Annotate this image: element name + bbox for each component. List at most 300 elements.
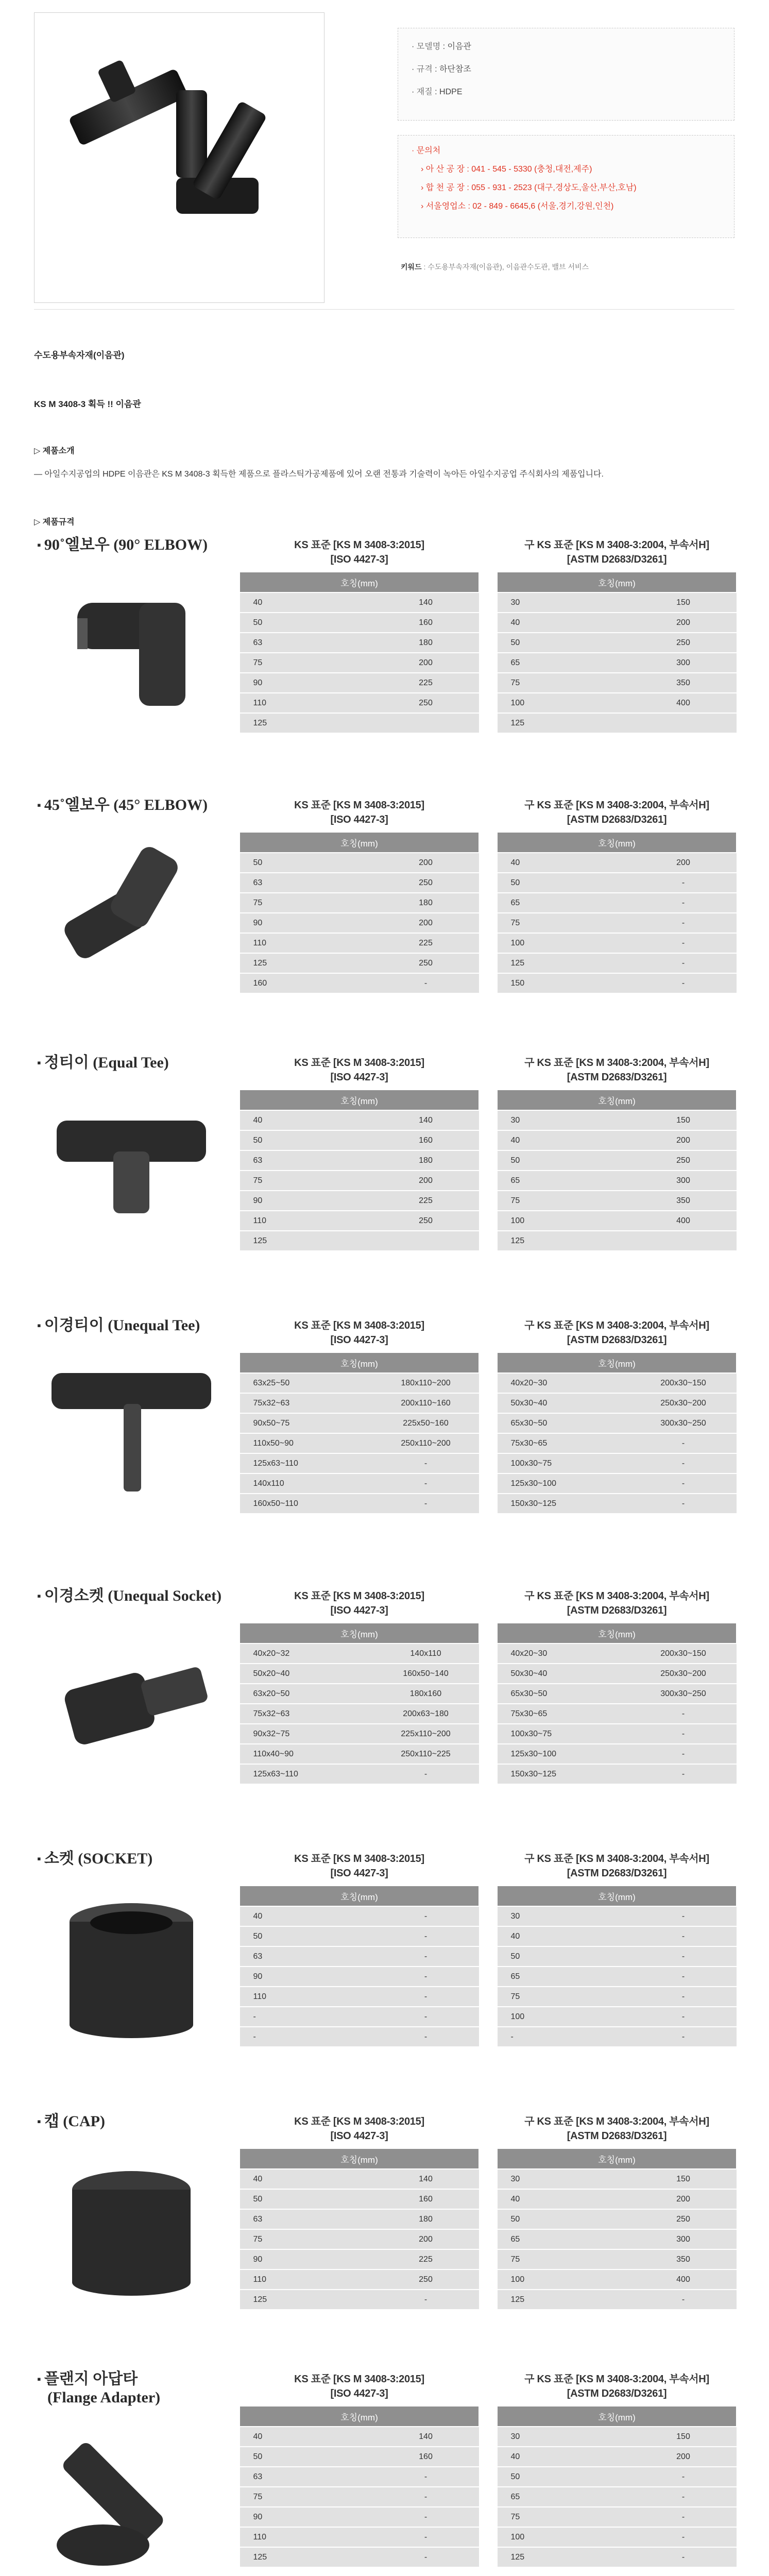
table-row [240,653,479,673]
table-row [498,1744,737,1764]
size-cell: 125 [498,2547,630,2567]
table-row [240,1704,479,1724]
size-cell: 300 [630,2229,737,2249]
size-cell: 125 [240,713,373,733]
table-row [498,2507,737,2527]
size-cell: 50 [240,2447,373,2467]
size-cell: 40 [240,2169,373,2189]
material-label: 재질 [416,88,433,96]
size-cell: 250 [630,633,737,653]
size-cell: - [373,1987,479,2007]
size-cell: 90 [240,1967,373,1987]
size-cell: 50 [498,633,630,653]
ks-table [240,2148,479,2310]
table-row [498,933,737,953]
size-cell: 110 [240,693,373,713]
material-line: · 재질 : HDPE [412,88,463,96]
size-cell: 200x30~150 [630,1373,737,1393]
product-name [37,1316,200,1335]
size-cell: 300x30~250 [630,1684,737,1704]
old-ks-table [497,1090,737,1251]
product-image [46,1623,216,1777]
table-header-row [498,1353,737,1374]
size-cell: 40 [498,613,630,633]
size-cell: - [373,1946,479,1967]
size-cell: 30 [498,2427,630,2447]
size-cell: 65x30~50 [498,1413,630,1433]
table-row [498,1393,737,1413]
table-row [498,953,737,973]
product-name-text: 캡 (CAP) [44,2113,105,2130]
divider [34,309,734,310]
table-row [498,1191,737,1211]
column-header: 호칭(mm) [240,833,479,853]
size-cell: 30 [498,2169,630,2189]
table-row [498,1211,737,1231]
size-cell: 110 [240,1987,373,2007]
ks-standard-title: KS 표준 [KS M 3408-3:2015] [ISO 4427-3] [294,539,424,565]
size-cell: 200x63~180 [373,1704,479,1724]
size-cell: 200 [373,1171,479,1191]
table-row [498,1231,737,1251]
ks-table [240,832,479,994]
size-cell: 140 [373,592,479,613]
product-name-text: 이경티이 (Unequal Tee) [44,1317,200,1334]
old-ks-table [497,572,737,734]
spec-heading: ▷ 제품규격 [34,518,75,527]
column-header: 호칭(mm) [498,2406,737,2427]
product-name [37,796,208,815]
size-cell: 200 [630,613,737,633]
column-header: 호칭(mm) [498,1623,737,1644]
table-row [498,2427,737,2447]
table-row [498,1764,737,1784]
column-header: 호칭(mm) [498,1090,737,1111]
product-name [37,1587,221,1605]
size-cell: 90 [240,673,373,693]
size-cell: 250 [373,873,479,893]
size-cell: 65 [498,653,630,673]
old-ks-standard-title: 구 KS 표준 [KS M 3408-3:2004, 부속서H] [ASTM D2683/D3261] [524,2374,709,2399]
table-row [498,2169,737,2189]
size-cell: 300 [630,1171,737,1191]
size-cell: 200 [630,1130,737,1150]
size-cell: 90x32~75 [240,1724,373,1744]
table-row [498,693,737,713]
size-cell: 75x30~65 [498,1704,630,1724]
size-cell: - [630,1704,737,1724]
size-cell: 110 [240,1211,373,1231]
table-header-row [240,1886,479,1907]
size-cell: 225 [373,1191,479,1211]
size-cell: 400 [630,2269,737,2290]
table-row [498,1494,737,1514]
size-cell: 125 [498,1231,630,1251]
size-cell: 75 [240,1171,373,1191]
size-cell: - [630,1926,737,1946]
size-cell: 160x50~110 [240,1494,373,1514]
table-row [498,1453,737,1473]
table-row [240,953,479,973]
size-cell: 50 [498,2209,630,2229]
size-cell: - [630,1906,737,1926]
size-cell: - [630,2487,737,2507]
table-row [498,1130,737,1150]
old-ks-standard-title: 구 KS 표준 [KS M 3408-3:2004, 부속서H] [ASTM D2683/D3261] [524,800,709,825]
product-image [46,1886,216,2040]
size-cell: 63x25~50 [240,1373,373,1393]
size-cell: - [630,1987,737,2007]
size-cell: 160 [373,2189,479,2209]
size-cell: - [373,2507,479,2527]
table-row [240,1987,479,2007]
size-cell: 100x30~75 [498,1453,630,1473]
size-cell: - [373,1967,479,1987]
ks-standard-title: KS 표준 [KS M 3408-3:2015] [ISO 4427-3] [294,1057,424,1083]
column-header: 호칭(mm) [240,1353,479,1374]
size-cell: 180 [373,2209,479,2229]
size-cell: 180x160 [373,1684,479,1704]
table-row [498,1946,737,1967]
size-cell: - [240,2007,373,2027]
size-cell: 400 [630,693,737,713]
column-header: 호칭(mm) [240,1090,479,1111]
table-row [240,2209,479,2229]
size-cell: 350 [630,673,737,693]
size-cell: 50x30~40 [498,1393,630,1413]
bullet-icon: ▪ [37,2372,41,2385]
size-cell: 250 [373,693,479,713]
model-value: 이음관 [447,42,471,51]
size-cell: 63 [240,633,373,653]
product-name-text: 90˚엘보우 (90° ELBOW) [44,536,208,553]
keywords-text: 수도용부속자재(이음관), 이음관수도관, 밸브 서비스 [428,263,589,271]
table-row [498,913,737,933]
size-cell [630,1231,737,1251]
size-cell: 110x40~90 [240,1744,373,1764]
column-header: 호칭(mm) [498,572,737,593]
size-cell: 90x50~75 [240,1413,373,1433]
size-cell: 63 [240,2209,373,2229]
size-cell: 50 [240,613,373,633]
size-cell: - [373,1926,479,1946]
size-cell: 40 [498,853,630,873]
table-row [240,973,479,993]
product-section [0,796,769,1033]
table-row [240,1150,479,1171]
product-image [46,2427,216,2576]
table-row [498,1906,737,1926]
size-cell: 75 [498,2249,630,2269]
size-cell: 90 [240,913,373,933]
table-row [240,2229,479,2249]
spec-label: 규격 [416,65,433,74]
spec-summary-box [398,28,734,121]
size-cell: 200 [630,853,737,873]
size-cell: - [630,2547,737,2567]
size-cell: 250x30~200 [630,1664,737,1684]
size-cell: 63 [240,2467,373,2487]
size-cell: - [373,1473,479,1494]
size-cell: 50 [498,873,630,893]
size-cell: - [630,2027,737,2047]
column-header: 호칭(mm) [498,833,737,853]
table-row [240,2467,479,2487]
model-label: 모델명 [416,42,441,51]
size-cell: - [373,2527,479,2547]
size-cell: 125 [240,2290,373,2310]
table-row [498,1473,737,1494]
table-row [498,873,737,893]
size-cell: 225 [373,2249,479,2269]
table-row [240,1684,479,1704]
size-cell: 63 [240,1946,373,1967]
size-cell: 225 [373,933,479,953]
table-row [240,1231,479,1251]
size-cell: - [630,2507,737,2527]
table-header-row [498,2406,737,2427]
table-row [498,713,737,733]
product-section [0,1850,769,2087]
size-cell: 40 [240,1906,373,1926]
size-cell: 50 [498,1150,630,1171]
size-cell: 250 [373,953,479,973]
size-cell: 50 [240,853,373,873]
table-row [498,653,737,673]
product-image [46,1352,216,1507]
bullet-icon: ▪ [37,2115,41,2128]
column-header: 호칭(mm) [240,2406,479,2427]
table-row [498,1433,737,1453]
table-row [240,613,479,633]
size-cell: 110 [240,933,373,953]
column-header: 호칭(mm) [240,572,479,593]
size-cell: 50 [240,2189,373,2209]
size-cell: 65x30~50 [498,1684,630,1704]
table-row [240,2547,479,2567]
table-header-row [498,833,737,853]
size-cell: 100 [498,1211,630,1231]
ks-standard-title: KS 표준 [KS M 3408-3:2015] [ISO 4427-3] [294,800,424,825]
table-row [240,1926,479,1946]
product-image [46,1090,216,1244]
inquiry-box [398,135,734,238]
size-cell: - [630,1967,737,1987]
size-cell: - [373,2290,479,2310]
product-section [0,2370,769,2576]
product-image-wrap [46,1352,216,1510]
table-row [498,592,737,613]
size-cell: 150x30~125 [498,1494,630,1514]
size-cell: - [630,1473,737,1494]
size-cell: - [373,1764,479,1784]
product-name-text: 정티이 (Equal Tee) [44,1054,169,1071]
table-row [498,2467,737,2487]
old-ks-standard-title: 구 KS 표준 [KS M 3408-3:2004, 부속서H] [ASTM D2683/D3261] [524,2116,709,2142]
table-row [240,913,479,933]
product-image-wrap [46,1623,216,1780]
bullet-icon: ▪ [37,799,41,811]
product-name-text: 45˚엘보우 (45° ELBOW) [44,796,208,814]
table-row [498,633,737,653]
size-cell: 300 [630,653,737,673]
size-cell: 250x30~200 [630,1393,737,1413]
product-section [0,1054,769,1291]
table-header-row [240,1090,479,1111]
product-name [37,1850,152,1868]
table-row [240,1433,479,1453]
table-row [240,633,479,653]
size-cell: - [630,2007,737,2027]
size-cell: - [630,2467,737,2487]
size-cell: 125 [240,953,373,973]
table-row [498,893,737,913]
table-row [498,2027,737,2047]
size-cell: 50 [240,1130,373,1150]
size-cell: 50 [240,1926,373,1946]
size-cell: 40 [240,1110,373,1130]
size-cell: - [630,913,737,933]
table-row [240,1473,479,1494]
table-row [498,2269,737,2290]
table-row [240,1373,479,1393]
size-cell: 65 [498,1967,630,1987]
size-cell: 50x20~40 [240,1664,373,1684]
keywords: 키워드 : 수도용부속자재(이음관), 이음관수도관, 밸브 서비스 [401,263,589,271]
size-cell: 100 [498,693,630,713]
size-cell: 75x32~63 [240,1704,373,1724]
product-name-sub: (Flange Adapter) [47,2389,161,2406]
table-row [240,2249,479,2269]
spec-value: 하단참조 [439,65,471,74]
column-header: 호칭(mm) [498,2149,737,2170]
size-cell: - [630,1764,737,1784]
size-cell: 250x110~225 [373,1744,479,1764]
table-row [240,2290,479,2310]
size-cell: 40 [498,2447,630,2467]
table-row [240,1211,479,1231]
size-cell: 400 [630,1211,737,1231]
ks-standard-title: KS 표준 [KS M 3408-3:2015] [ISO 4427-3] [294,1853,424,1879]
table-row [240,1130,479,1150]
table-row [240,873,479,893]
table-row [498,1926,737,1946]
size-cell: - [630,1433,737,1453]
table-row [498,2007,737,2027]
size-cell: 110 [240,2527,373,2547]
table-row [498,1171,737,1191]
size-cell: 40 [240,592,373,613]
size-cell: 75x30~65 [498,1433,630,1453]
size-cell: - [630,1946,737,1967]
size-cell: 125 [498,953,630,973]
size-cell: 50 [498,1946,630,1967]
size-cell: 50 [498,2467,630,2487]
intro-text: — 아일수지공업의 HDPE 이음관은 KS M 3408-3 획득한 제품으로 플라스틱가공제품에 있어 오랜 전통과 기술력이 녹아든 아일수지공업 주식회사의 제품입니다. [34,470,604,479]
product-section [0,536,769,773]
size-cell: 40 [498,1130,630,1150]
table-row [240,1171,479,1191]
size-cell: - [373,1453,479,1473]
column-header: 호칭(mm) [240,1623,479,1644]
size-cell: 200x30~150 [630,1643,737,1664]
size-cell: 250 [373,1211,479,1231]
table-row [240,1664,479,1684]
size-cell: 125x63~110 [240,1453,373,1473]
ks-standard-title: KS 표준 [KS M 3408-3:2015] [ISO 4427-3] [294,2116,424,2142]
table-header-row [498,572,737,593]
size-cell: 30 [498,592,630,613]
size-cell: 140 [373,2427,479,2447]
table-row [240,1643,479,1664]
size-cell: 250 [373,2269,479,2290]
size-cell: 75 [240,2487,373,2507]
table-row [240,1764,479,1784]
spec-line: · 규격 : 하단참조 [412,65,471,74]
table-row [240,2027,479,2047]
table-row [498,2249,737,2269]
size-cell: - [630,933,737,953]
table-header-row [498,1090,737,1111]
size-cell: 75 [498,2507,630,2527]
column-header: 호칭(mm) [240,2149,479,2170]
size-cell: 90 [240,1191,373,1211]
size-cell: 125x30~100 [498,1744,630,1764]
size-cell: 180x110~200 [373,1373,479,1393]
size-cell: - [373,1494,479,1514]
bullet-icon: ▪ [37,1589,41,1602]
size-cell: 110 [240,2269,373,2290]
size-cell: 50x30~40 [498,1664,630,1684]
bullet-icon: ▪ [37,538,41,551]
size-cell: 150 [630,1110,737,1130]
size-cell: - [498,2027,630,2047]
size-cell: 75 [240,653,373,673]
product-image-wrap [46,572,216,729]
product-name [37,2370,160,2407]
table-row [498,853,737,873]
size-cell: 63 [240,1150,373,1171]
size-cell: 200x110~160 [373,1393,479,1413]
table-row [240,2189,479,2209]
size-cell: 75 [498,1191,630,1211]
table-row [498,1643,737,1664]
product-photo-frame [34,12,324,303]
table-row [240,1494,479,1514]
size-cell: 150 [630,2427,737,2447]
size-cell: 225x110~200 [373,1724,479,1744]
old-ks-table [497,832,737,994]
size-cell: 65 [498,2487,630,2507]
ks-table [240,572,479,734]
table-row [498,1987,737,2007]
size-cell: - [630,1453,737,1473]
size-cell: 140 [373,1110,479,1130]
size-cell: - [373,973,479,993]
size-cell: 200 [630,2189,737,2209]
table-row [240,2507,479,2527]
column-header: 호칭(mm) [498,1886,737,1907]
size-cell: - [630,953,737,973]
table-row [240,1946,479,1967]
size-cell: 75 [240,2229,373,2249]
table-row [498,1724,737,1744]
size-cell: 40 [498,1926,630,1946]
size-cell: 125 [498,2290,630,2310]
old-ks-standard-title: 구 KS 표준 [KS M 3408-3:2004, 부속서H] [ASTM D2683/D3261] [524,539,709,565]
size-cell: 250 [630,2209,737,2229]
ks-standard-title: KS 표준 [KS M 3408-3:2015] [ISO 4427-3] [294,1320,424,1346]
